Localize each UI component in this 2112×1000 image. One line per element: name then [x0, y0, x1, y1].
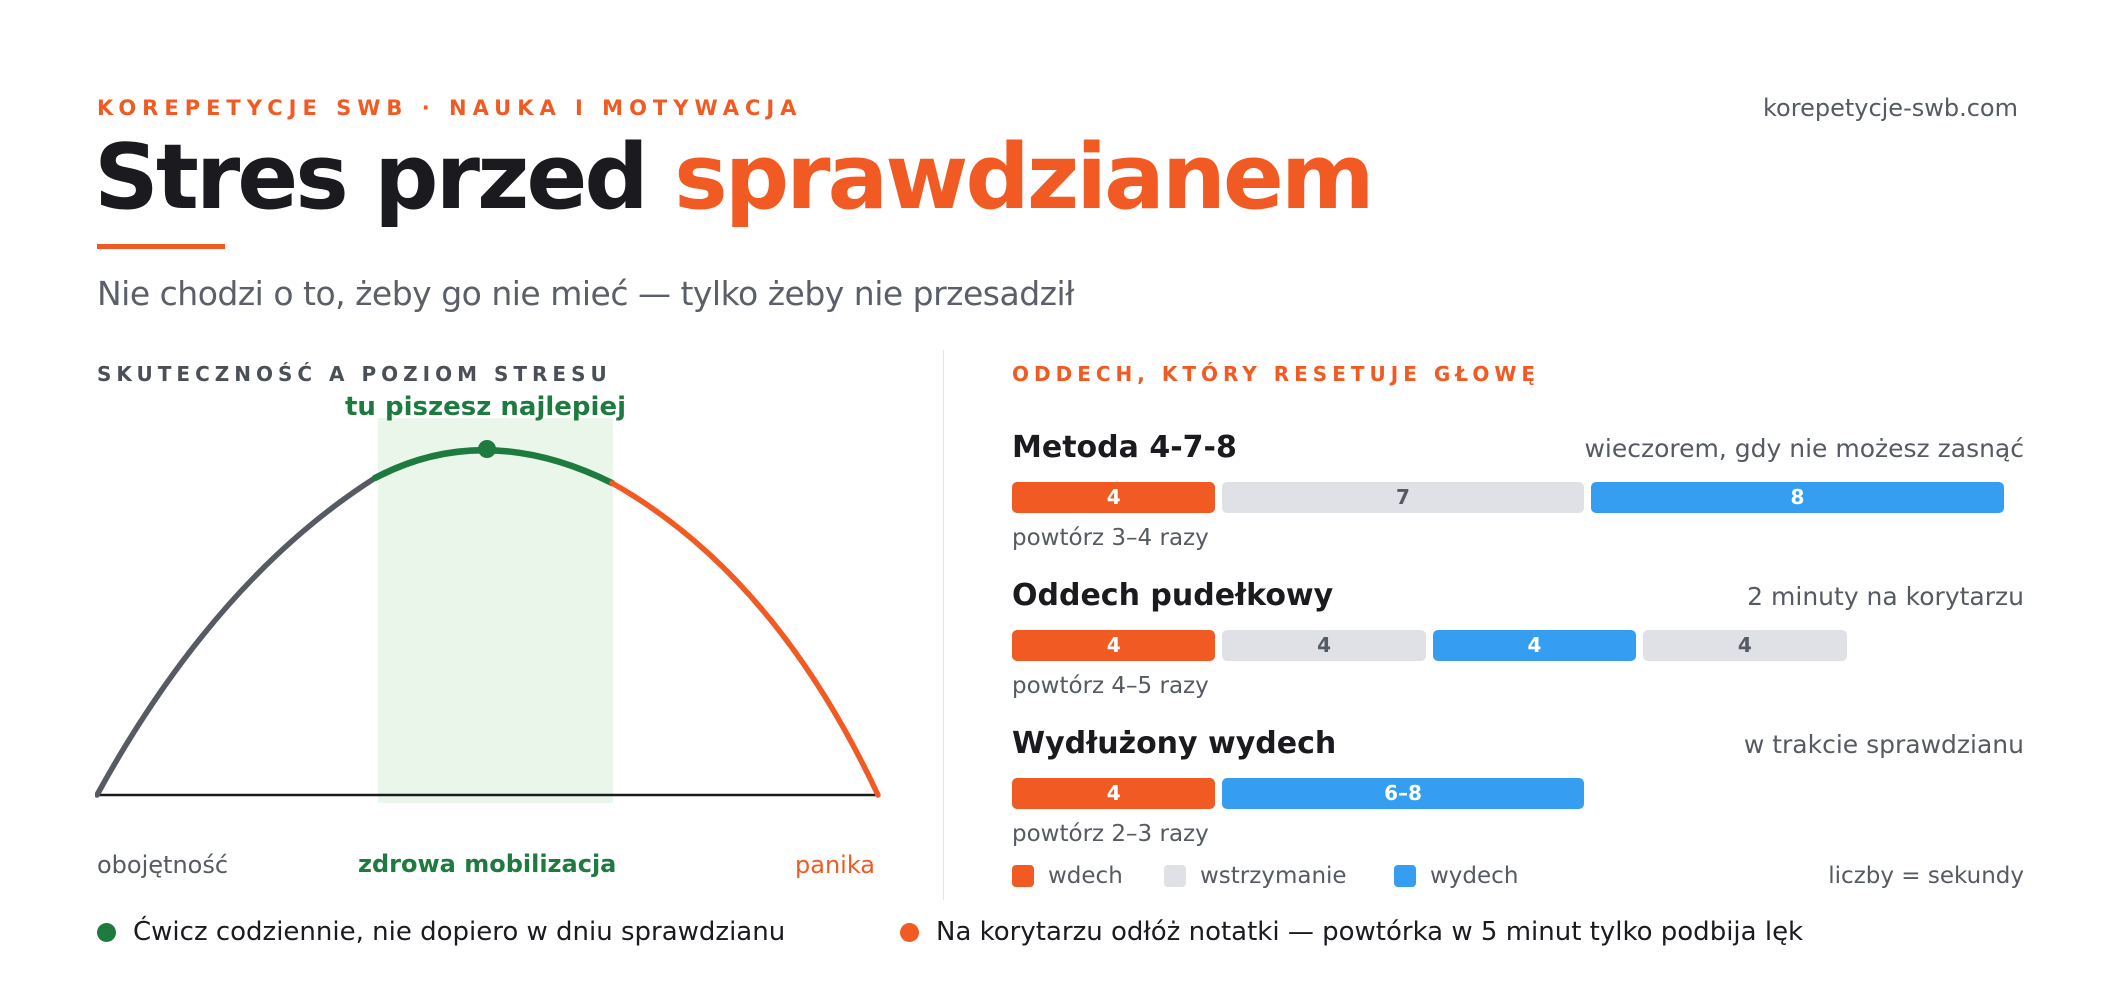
phase-bar-track: [1012, 778, 2020, 809]
legend-inhale: [1012, 863, 1123, 889]
optimal-zone-band: [378, 418, 613, 803]
stress-section-label: SKUTECZNOŚĆ A POZIOM STRESU: [97, 362, 612, 386]
legend-hold-label: wstrzymanie: [1200, 863, 1347, 889]
page-title: [94, 125, 1372, 230]
subtitle: Nie chodzi o to, żeby go nie mieć — tylko żeby nie przesadził: [97, 274, 1075, 313]
tip-practice: [97, 917, 785, 947]
method-repeat: powtórz 3–4 razy: [1012, 525, 1209, 551]
curve-low-segment: [97, 478, 375, 795]
tip-dot-orange: [900, 923, 919, 942]
legend-note: liczby = sekundy: [1828, 863, 2024, 889]
tip-text: Ćwicz codziennie, nie dopiero w dniu sprawdzianu: [133, 917, 786, 947]
phase-inhale: 4: [1012, 778, 1215, 809]
peak-label: tu piszesz najlepiej: [345, 392, 626, 422]
axis-label-indifference: obojętność: [97, 851, 229, 879]
peak-marker: [478, 440, 496, 458]
phase-hold: 4: [1643, 630, 1846, 661]
phase-hold: 4: [1222, 630, 1425, 661]
title-main: Stres przed: [94, 125, 675, 230]
method-name: Wydłużony wydech: [1012, 726, 1337, 761]
legend-hold: [1164, 863, 1347, 889]
phase-inhale: 4: [1012, 630, 1215, 661]
title-underline: [97, 244, 225, 249]
stress-performance-curve: [95, 395, 895, 815]
breathing-section-label: ODDECH, KTÓRY RESETUJE GŁOWĘ: [1012, 362, 1541, 386]
phase-hold: 7: [1222, 482, 1583, 513]
panel-divider: [943, 350, 944, 900]
tip-dot-green: [97, 923, 116, 942]
title-accent: sprawdzianem: [674, 125, 1372, 230]
method-when: w trakcie sprawdzianu: [1743, 730, 2024, 759]
axis-label-panic: panika: [795, 851, 876, 879]
legend-exhale: [1394, 863, 1518, 889]
method-when: wieczorem, gdy nie możesz zasnąć: [1584, 434, 2024, 463]
method-name: Oddech pudełkowy: [1012, 578, 1334, 613]
phase-bar-track: [1012, 630, 2020, 661]
legend-exhale-label: wydech: [1430, 863, 1519, 889]
site-url[interactable]: korepetycje-swb.com: [1763, 94, 2018, 122]
kicker: KOREPETYCJE SWB · NAUKA I MOTYWACJA: [97, 96, 803, 120]
phase-exhale: 4: [1433, 630, 1636, 661]
phase-inhale: 4: [1012, 482, 1215, 513]
inhale-swatch: [1012, 865, 1034, 887]
phase-exhale: 8: [1591, 482, 2005, 513]
method-repeat: powtórz 4–5 razy: [1012, 673, 1209, 699]
phase-bar-track: [1012, 482, 2020, 513]
method-repeat: powtórz 2–3 razy: [1012, 821, 1209, 847]
method-when: 2 minuty na korytarzu: [1747, 582, 2024, 611]
axis-label-mobilization: zdrowa mobilizacja: [358, 850, 617, 878]
method-name: Metoda 4-7-8: [1012, 430, 1237, 465]
legend-inhale-label: wdech: [1048, 863, 1123, 889]
hold-swatch: [1164, 865, 1186, 887]
tip-corridor: [900, 917, 1803, 947]
phase-exhale: 6–8: [1222, 778, 1583, 809]
curve-high-segment: [612, 483, 878, 795]
exhale-swatch: [1394, 865, 1416, 887]
tip-text: Na korytarzu odłóż notatki — powtórka w 5 minut tylko podbija lęk: [936, 917, 1804, 947]
